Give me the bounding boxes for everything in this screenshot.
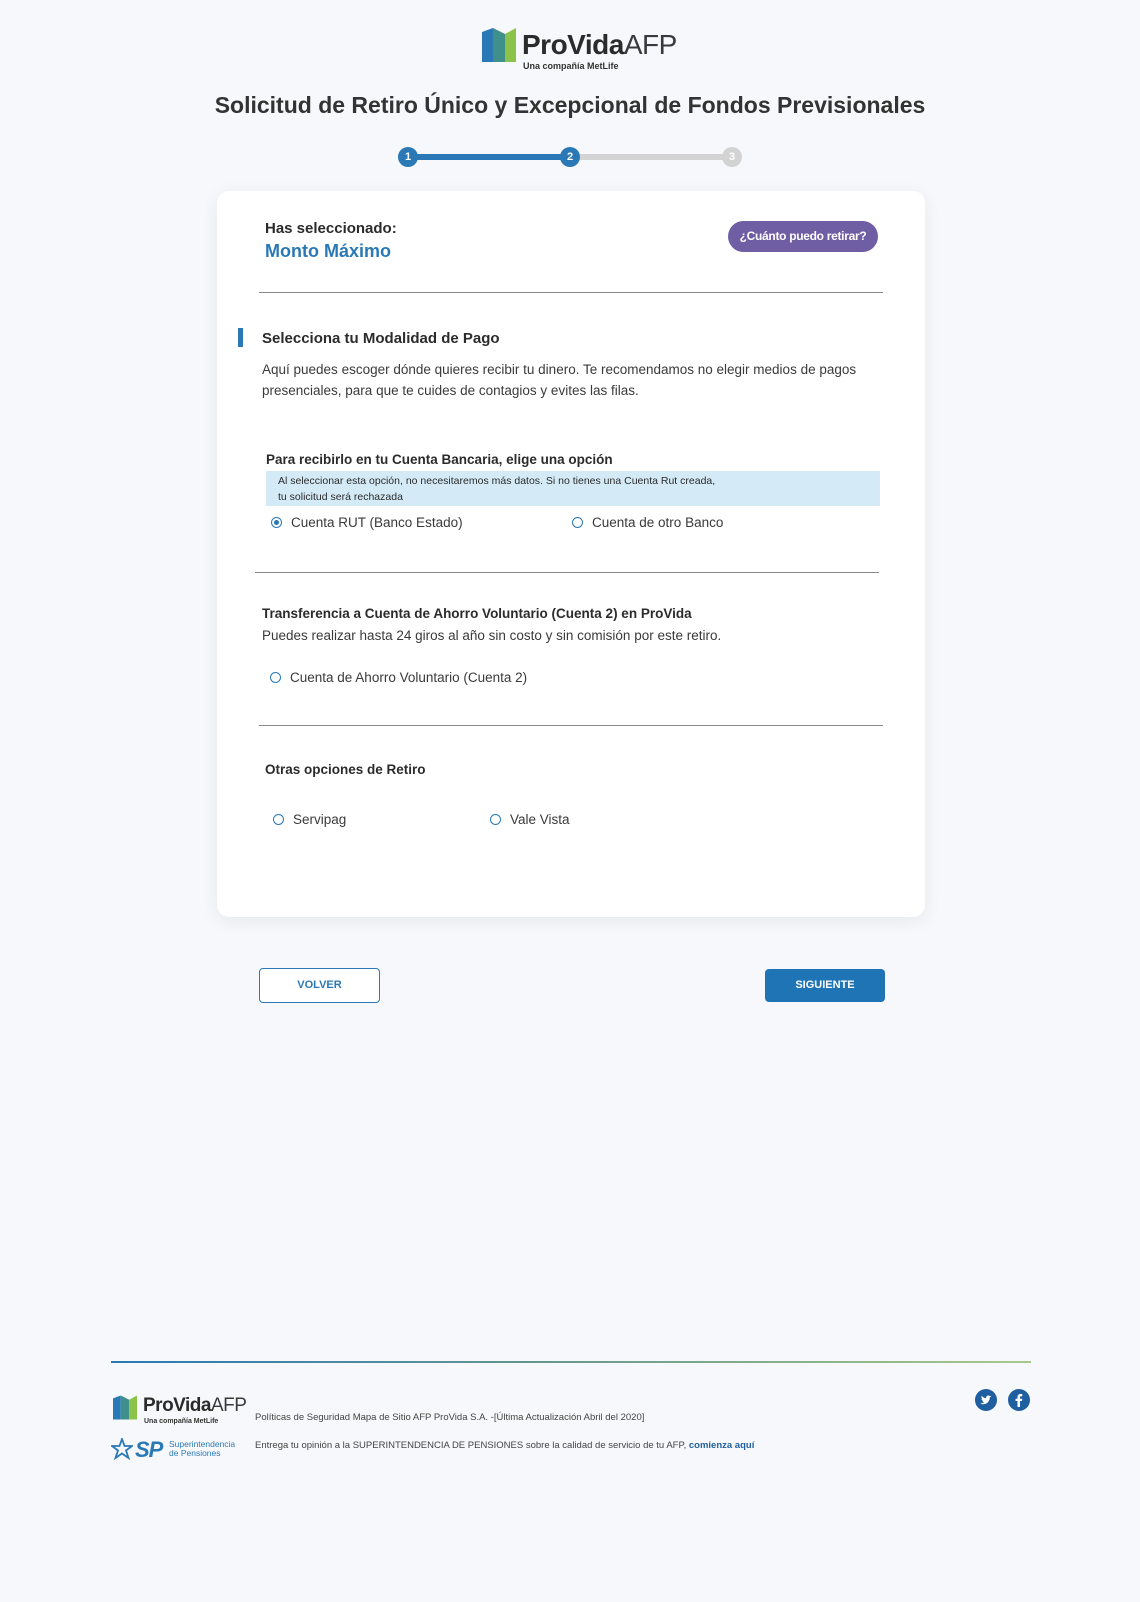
radio-cuenta-rut[interactable] [271, 515, 463, 530]
savings-description: Puedes realizar hasta 24 giros al año sin costo y sin comisión por este retiro. [262, 628, 722, 643]
others-title: Otras opciones de Retiro [265, 762, 426, 777]
page-title: Solicitud de Retiro Único y Excepcional de Fondos Previsionales [214, 92, 926, 118]
radio-unchecked-icon [490, 814, 501, 825]
footer-opinion: Entrega tu opinión a la SUPERINTENDENCIA DE PENSIONES sobre la calidad de servicio de tu AFP, comienza aquí [255, 1440, 755, 1451]
brand-name: ProVidaAFP [522, 29, 677, 60]
provida-logo-mark-icon [482, 28, 516, 62]
selection-value: Monto Máximo [265, 241, 391, 261]
radio-cuenta-ahorro-label: Cuenta de Ahorro Voluntario (Cuenta 2) [290, 670, 528, 685]
radio-unchecked-icon [572, 517, 583, 528]
step-2-indicator: 2 [560, 147, 580, 167]
radio-servipag-label: Servipag [293, 812, 347, 827]
bank-info-box [266, 471, 880, 506]
provida-logo-mark-icon [113, 1395, 137, 1420]
radio-cuenta-ahorro[interactable] [270, 670, 527, 685]
radio-vale-vista-label: Vale Vista [510, 812, 570, 827]
bank-info-line-2: tu solicitud será rechazada [278, 491, 403, 503]
radio-vale-vista[interactable] [490, 812, 570, 827]
footer-divider [111, 1361, 1031, 1363]
selection-label: Has seleccionado: [265, 220, 397, 237]
radio-servipag[interactable] [273, 812, 346, 827]
facebook-icon[interactable] [1008, 1389, 1030, 1411]
back-button[interactable]: VOLVER [259, 968, 380, 1003]
bank-info-line-1: Al seleccionar esta opción, no necesitaremos más datos. Si no tienes una Cuenta Rut creada, [278, 475, 716, 487]
radio-unchecked-icon [273, 814, 284, 825]
radio-cuenta-rut-label: Cuenta RUT (Banco Estado) [291, 515, 463, 530]
savings-title: Transferencia a Cuenta de Ahorro Voluntario (Cuenta 2) en ProVida [262, 606, 692, 621]
stepper-remaining-line [570, 154, 736, 160]
twitter-icon[interactable] [975, 1389, 997, 1411]
footer-links[interactable]: Políticas de Seguridad Mapa de Sitio AFP ProVida S.A. -[Última Actualización Abril del 2020] [255, 1412, 645, 1423]
next-button[interactable]: SIGUIENTE [765, 969, 885, 1002]
step-3-indicator: 3 [722, 147, 742, 167]
opinion-link[interactable]: comienza aquí [688, 1440, 755, 1451]
radio-otro-banco[interactable] [572, 515, 723, 530]
divider [255, 572, 879, 573]
section-accent-bar [238, 328, 243, 347]
how-much-button[interactable]: ¿Cuánto puedo retirar? [728, 221, 878, 252]
stepper-progress-line [406, 154, 570, 160]
sp-star-icon [111, 1438, 133, 1460]
radio-unchecked-icon [270, 672, 281, 683]
divider [259, 292, 883, 293]
radio-checked-icon [271, 517, 282, 528]
footer-brand-tagline: Una compañía MetLife [144, 1418, 219, 1425]
bank-title: Para recibirlo en tu Cuenta Bancaria, elige una opción [266, 452, 613, 467]
progress-stepper [398, 146, 744, 168]
step-1-indicator: 1 [398, 147, 418, 167]
radio-otro-banco-label: Cuenta de otro Banco [592, 515, 724, 530]
footer-brand-name: ProVidaAFP [143, 1395, 247, 1416]
sp-name: Superintendencia de Pensiones [169, 1439, 236, 1458]
brand-tagline: Una compañía MetLife [523, 61, 619, 71]
payment-card [217, 191, 925, 917]
section-title: Selecciona tu Modalidad de Pago [262, 330, 500, 347]
sp-abbr: SP [135, 1437, 163, 1462]
section-description: Aquí puedes escoger dónde quieres recibir tu dinero. Te recomendamos no elegir medios de pagos presenciales, para que te cuides de contagios y evites las filas. [262, 362, 857, 398]
divider [259, 725, 883, 726]
